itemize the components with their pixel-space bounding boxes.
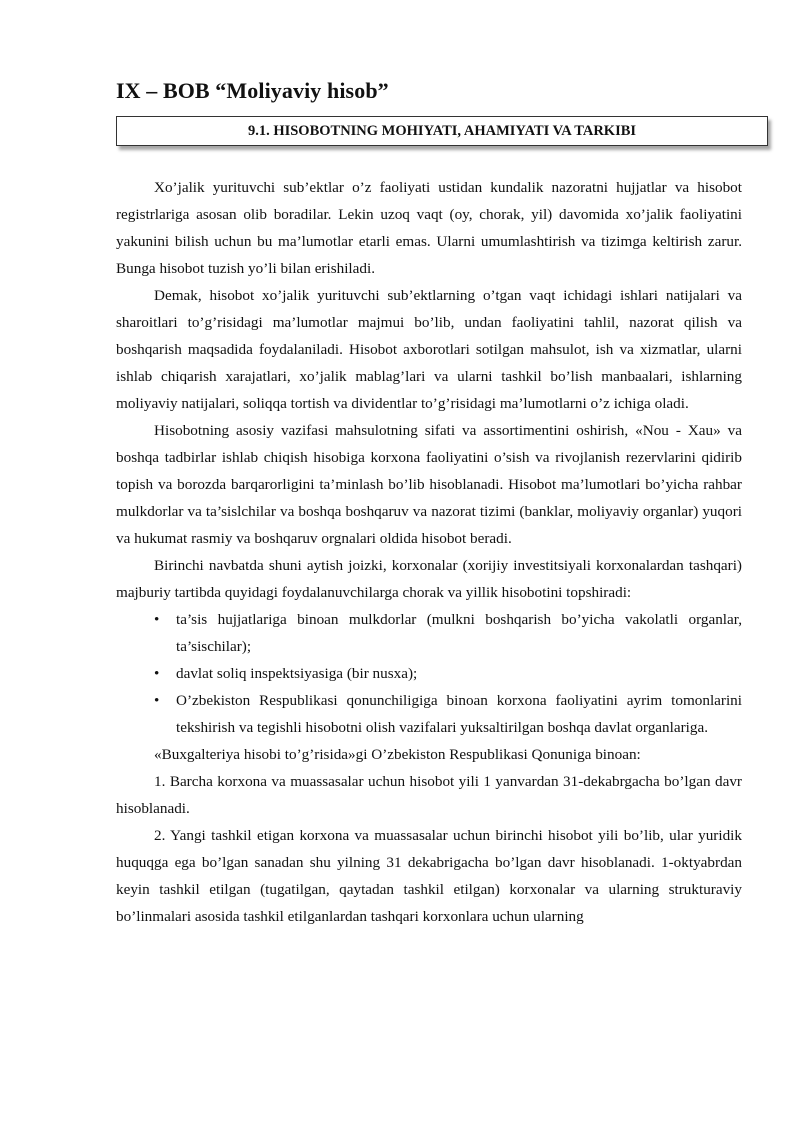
bullet-icon: • bbox=[154, 665, 160, 682]
section-title: 9.1. HISOBOTNING MOHIYATI, AHAMIYATI VA TARKIBI bbox=[247, 122, 637, 139]
list-item-text: O’zbekiston Respublikasi qonunchiligiga binoan korxona faoliyatini ayrim tomonlarini tekshirish va tegishli hisobotni olish vazifalari yuksaltirilgan boshqa davlat organlariga. bbox=[176, 692, 742, 736]
list-item-text: davlat soliq inspektsiyasiga (bir nusxa); bbox=[176, 665, 418, 682]
paragraph: Xo’jalik yurituvchi sub’ektlar o’z faoliyati ustidan kundalik nazoratni hujjatlar va hisobot registrlariga asosan olib boradilar. Lekin uzoq vaqt (oy, chorak, yil) davomida xo’jalik faoliyatini yakunini bilish uchun bu ma’lumotlar etarli emas. Ularni umumlashtirish va tizimga keltirish zarur. Bunga hisobot tuzish yo’li bilan erishiladi. bbox=[116, 179, 742, 277]
bullet-list bbox=[116, 606, 742, 741]
section-heading-box bbox=[116, 116, 768, 146]
bullet-icon: • bbox=[154, 611, 160, 628]
list-item bbox=[116, 660, 742, 687]
paragraph: Hisobotning asosiy vazifasi mahsulotning sifati va assortimentini oshirish, «Nou - Xau» va boshqa tadbirlar ishlab chiqish hisobiga korxona faoliyatini o’sish va rivojlanish rezervlarini qidirib topish va borozda barqarorligini ta’minlash bo’lib hisoblanadi. Hisobot ma’lumotlari bo’yicha rahbar mulkdorlar va ta’sislchilar va boshqa boshqaruv va nazorat tizimi (banklar, moliyaviy organlar) yuqori va hukumat rasmiy va boshqaruv orgnalari oldida hisobot beradi. bbox=[116, 422, 742, 547]
list-item bbox=[116, 687, 742, 741]
body-text bbox=[116, 174, 742, 930]
list-item bbox=[116, 606, 742, 660]
paragraph: Demak, hisobot xo’jalik yurituvchi sub’ektlarning o’tgan vaqt ichidagi ishlari natijalari va sharoitlari to’g’risidagi ma’lumotlar majmui bo’lib, undan faoliyatini tahlil, nazorat qilish va boshqarish maqsadida foydalaniladi. Hisobot axborotlari sotilgan mahsulot, ish va xizmatlar, ularni ishlab chiqarish xarajatlari, xo’jalik mablag’lari va ularni tashkil bo’lish manbaalari, ishlarning moliyaviy natijalari, soliqqa tortish va dividentlar to’g’risidagi ma’lumotlarni o’z ichiga oladi. bbox=[116, 287, 742, 412]
paragraph: Birinchi navbatda shuni aytish joizki, korxonalar (xorijiy investitsiyali korxonalardan tashqari) majburiy tartibda quyidagi foydalanuvchilarga chorak va yillik hisobotini topshiradi: bbox=[116, 557, 742, 601]
paragraph: 1. Barcha korxona va muassasalar uchun hisobot yili 1 yanvardan 31-dekabrgacha bo’lgan davr hisoblanadi. bbox=[116, 773, 742, 817]
paragraph: «Buxgalteriya hisobi to’g’risida»gi O’zbekiston Respublikasi Qonuniga binoan: bbox=[154, 746, 641, 763]
chapter-title: IX – BOB “Moliyaviy hisob” bbox=[116, 78, 389, 103]
list-item-text: ta’sis hujjatlariga binoan mulkdorlar (mulkni boshqarish bo’yicha vakolatli organlar, ta’sischilar); bbox=[176, 611, 742, 655]
bullet-icon: • bbox=[154, 692, 160, 709]
paragraph: 2. Yangi tashkil etigan korxona va muassasalar uchun birinchi hisobot yili bo’lib, ular yuridik huquqga ega bo’lgan sanadan shu yilning 31 dekabrigacha bo’lgan davr hisoblanadi. 1-oktyabrdan keyin tashkil etilgan (tugatilgan, qaytadan tashkil etilgan) korxonalar va ularning strukturaviy bo’linmalari asosida tashkil etilganlardan tashqari korxonlara uchun ularning bbox=[116, 827, 742, 925]
